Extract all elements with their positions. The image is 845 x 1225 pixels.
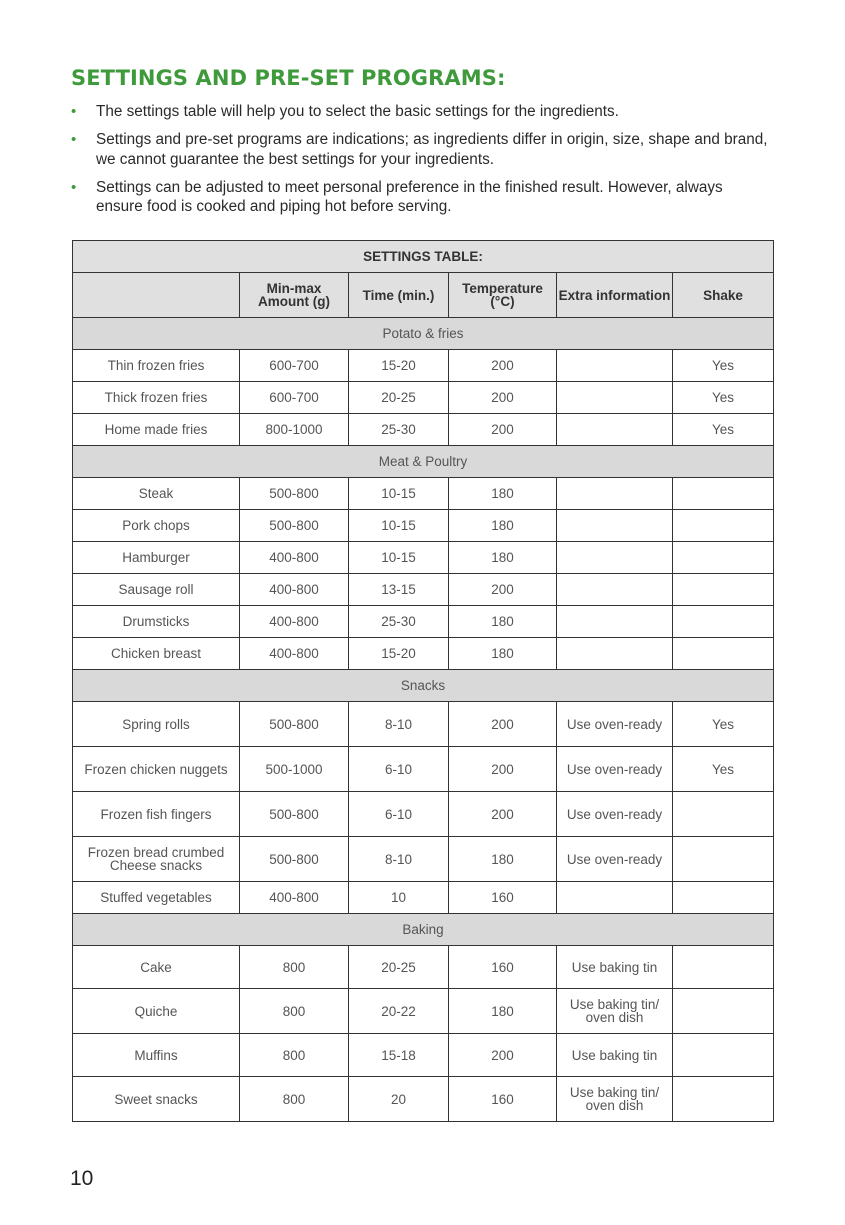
table-cell [557,542,673,574]
table-cell: 6-10 [349,792,449,837]
table-cell [557,478,673,510]
table-cell: 13-15 [349,574,449,606]
category-label: Potato & fries [73,318,774,350]
table-cell: Hamburger [73,542,240,574]
table-row [73,478,774,510]
table-cell: 20-25 [349,382,449,414]
category-row [73,914,774,946]
table-cell: 800 [240,1077,349,1122]
table-cell: 400-800 [240,882,349,914]
table-cell [673,542,774,574]
table-cell [673,989,774,1034]
table-cell [557,638,673,670]
table-cell [673,606,774,638]
table-cell: Frozen bread crumbed Cheese snacks [73,837,240,882]
table-row [73,1077,774,1122]
table-cell [673,478,774,510]
bullet-item [71,130,771,169]
table-cell: Yes [673,702,774,747]
table-cell: Use oven-ready [557,747,673,792]
table-cell: 800 [240,989,349,1034]
column-header: Temperature (°C) [449,273,557,318]
table-cell: Use oven-ready [557,702,673,747]
category-label: Snacks [73,670,774,702]
bullet-icon: • [71,178,77,196]
table-caption: SETTINGS TABLE: [73,241,774,273]
table-cell: Quiche [73,989,240,1034]
table-cell: 25-30 [349,606,449,638]
bullet-item [71,102,771,122]
table-row [73,606,774,638]
table-cell: 15-20 [349,350,449,382]
table-cell: 20-22 [349,989,449,1034]
column-header: Min-max Amount (g) [240,273,349,318]
table-cell: 200 [449,792,557,837]
table-cell: Yes [673,414,774,446]
table-cell [673,1077,774,1122]
table-row [73,414,774,446]
table-cell [673,574,774,606]
table-cell: 20-25 [349,946,449,989]
settings-table [72,240,774,1122]
table-cell: 400-800 [240,638,349,670]
page-number: 10 [70,1167,94,1190]
table-cell: Sausage roll [73,574,240,606]
table-cell: 800 [240,946,349,989]
table-header-row [73,273,774,318]
table-cell: 800-1000 [240,414,349,446]
table-cell: 400-800 [240,606,349,638]
table-cell: Steak [73,478,240,510]
bullet-icon: • [71,103,77,120]
table-row [73,747,774,792]
category-label: Baking [73,914,774,946]
table-cell: 160 [449,882,557,914]
bullet-text: The settings table will help you to select the basic settings for the ingredients. [96,103,619,120]
table-cell: 25-30 [349,414,449,446]
table-cell: 800 [240,1034,349,1077]
bullet-icon: • [71,131,77,148]
table-cell [557,882,673,914]
table-row [73,574,774,606]
table-cell: 200 [449,350,557,382]
category-row [73,670,774,702]
table-cell: Sweet snacks [73,1077,240,1122]
table-cell: 10 [349,882,449,914]
table-cell: Cake [73,946,240,989]
table-cell [673,792,774,837]
table-cell [673,946,774,989]
table-cell: 180 [449,510,557,542]
table-cell: 180 [449,989,557,1034]
column-header: Shake [673,273,774,318]
table-cell: Yes [673,382,774,414]
table-cell [557,382,673,414]
table-cell: Muffins [73,1034,240,1077]
table-cell: 8-10 [349,837,449,882]
bullet-text: Settings can be adjusted to meet personal preference in the finished result. However, always ensure food is cooked and piping hot before serving. [96,178,723,215]
table-cell: Thin frozen fries [73,350,240,382]
table-cell: 160 [449,1077,557,1122]
page-title: SETTINGS AND PRE-SET PROGRAMS: [71,66,506,90]
table-cell [673,882,774,914]
table-cell: 180 [449,542,557,574]
category-label: Meat & Poultry [73,446,774,478]
table-row [73,882,774,914]
table-cell: Chicken breast [73,638,240,670]
table-cell: Use oven-ready [557,837,673,882]
table-cell: 180 [449,837,557,882]
table-row [73,989,774,1034]
table-cell: Use baking tin/ oven dish [557,989,673,1034]
column-header: Extra information [557,273,673,318]
table-cell: Thick frozen fries [73,382,240,414]
table-cell: Pork chops [73,510,240,542]
table-cell [673,837,774,882]
table-cell: 500-800 [240,837,349,882]
category-row [73,318,774,350]
category-row [73,446,774,478]
table-cell: 160 [449,946,557,989]
table-cell: 20 [349,1077,449,1122]
table-cell: Yes [673,350,774,382]
table-cell: Stuffed vegetables [73,882,240,914]
bullet-text: Settings and pre-set programs are indications; as ingredients differ in origin, size, shape and brand, we cannot guarantee the best settings for your ingredients. [96,131,768,168]
table-row [73,1034,774,1077]
table-row [73,382,774,414]
table-cell [673,638,774,670]
table-cell: 10-15 [349,542,449,574]
table-cell: Yes [673,747,774,792]
table-cell: 500-800 [240,702,349,747]
table-cell: 200 [449,747,557,792]
table-row [73,946,774,989]
table-cell: 10-15 [349,478,449,510]
table-cell [557,510,673,542]
table-row [73,792,774,837]
table-cell: 200 [449,574,557,606]
table-cell [557,350,673,382]
table-cell [673,1034,774,1077]
table-cell: Use oven-ready [557,792,673,837]
table-cell [557,574,673,606]
table-cell: 200 [449,702,557,747]
table-cell [557,606,673,638]
table-cell: Use baking tin [557,946,673,989]
table-cell: Use baking tin/ oven dish [557,1077,673,1122]
table-cell: 500-1000 [240,747,349,792]
table-cell: 500-800 [240,792,349,837]
table-cell: 10-15 [349,510,449,542]
table-cell: 15-20 [349,638,449,670]
table-cell: Frozen fish fingers [73,792,240,837]
column-header: Time (min.) [349,273,449,318]
table-cell: 200 [449,382,557,414]
table-cell: 500-800 [240,510,349,542]
table-cell: 400-800 [240,574,349,606]
table-cell: Frozen chicken nuggets [73,747,240,792]
bullet-item [71,178,771,217]
table-cell: 180 [449,638,557,670]
bullet-list [71,102,771,225]
table-row [73,542,774,574]
table-cell: 180 [449,478,557,510]
table-cell: 6-10 [349,747,449,792]
table-row [73,350,774,382]
table-cell [673,510,774,542]
table-cell: 15-18 [349,1034,449,1077]
column-header [73,273,240,318]
table-cell: 200 [449,1034,557,1077]
table-cell: 180 [449,606,557,638]
table-cell: 600-700 [240,382,349,414]
table-cell: 500-800 [240,478,349,510]
table-cell: Drumsticks [73,606,240,638]
table-row [73,510,774,542]
table-cell: 200 [449,414,557,446]
table-row [73,702,774,747]
table-cell: Home made fries [73,414,240,446]
table-cell: Spring rolls [73,702,240,747]
table-cell: Use baking tin [557,1034,673,1077]
table-cell: 600-700 [240,350,349,382]
table-cell: 400-800 [240,542,349,574]
table-row [73,837,774,882]
table-row [73,638,774,670]
table-cell [557,414,673,446]
table-cell: 8-10 [349,702,449,747]
